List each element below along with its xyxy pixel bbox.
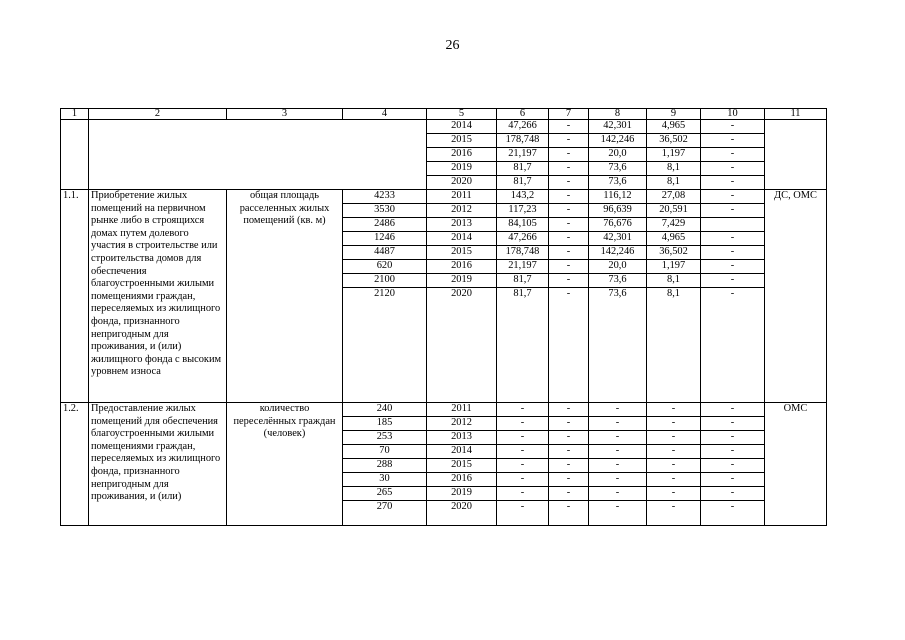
other-cell: - — [701, 260, 765, 274]
year-cell: 2014 — [427, 120, 497, 134]
table-row — [61, 403, 827, 417]
total-cell: - — [497, 417, 549, 431]
item-name: Приобретение жилых помещений на первичном рынке либо в строящихся домах путем долевого участия в строительстве или строительства домов для обеспечения благоустроенными жилыми помещениями граждан, переселяемых из жилищного фонда, признанного непригодным для проживания, и (или) жилищного фонда с высоким уровнем износа — [89, 190, 227, 403]
regional-cell: - — [589, 487, 647, 501]
regional-cell: 73,6 — [589, 288, 647, 403]
regional-cell: 142,246 — [589, 134, 647, 148]
header-cell: 4 — [343, 109, 427, 120]
indicator-value-cell: 2120 — [343, 288, 427, 403]
local-cell: 1,197 — [647, 260, 701, 274]
indicator-value-cell: 30 — [343, 473, 427, 487]
item-number: 1.1. — [61, 190, 89, 403]
header-cell: 6 — [497, 109, 549, 120]
other-cell: - — [701, 431, 765, 445]
indicator-value-cell: 70 — [343, 445, 427, 459]
header-cell: 10 — [701, 109, 765, 120]
regional-cell: 73,6 — [589, 274, 647, 288]
local-cell: 8,1 — [647, 274, 701, 288]
regional-cell: 142,246 — [589, 246, 647, 260]
continuation-source-cell — [765, 120, 827, 190]
total-cell: 81,7 — [497, 274, 549, 288]
total-cell: 47,266 — [497, 120, 549, 134]
total-cell: 21,197 — [497, 148, 549, 162]
year-cell: 2019 — [427, 487, 497, 501]
total-cell: 21,197 — [497, 260, 549, 274]
local-cell: 8,1 — [647, 176, 701, 190]
local-cell: 1,197 — [647, 148, 701, 162]
year-cell: 2013 — [427, 218, 497, 232]
table-row — [61, 120, 827, 134]
other-cell: - — [701, 501, 765, 526]
continuation-desc-cell — [89, 120, 427, 190]
regional-cell: 42,301 — [589, 232, 647, 246]
regional-cell: 116,12 — [589, 190, 647, 204]
year-cell: 2019 — [427, 274, 497, 288]
indicator-value-cell: 288 — [343, 459, 427, 473]
year-cell: 2015 — [427, 459, 497, 473]
other-cell: - — [701, 274, 765, 288]
other-cell: - — [701, 288, 765, 403]
year-cell: 2016 — [427, 260, 497, 274]
year-cell: 2011 — [427, 190, 497, 204]
federal-cell: - — [549, 445, 589, 459]
federal-cell: - — [549, 501, 589, 526]
federal-cell: - — [549, 260, 589, 274]
indicator-value-cell: 3530 — [343, 204, 427, 218]
federal-cell: - — [549, 162, 589, 176]
year-cell: 2011 — [427, 403, 497, 417]
other-cell: - — [701, 120, 765, 134]
local-cell: - — [647, 501, 701, 526]
year-cell: 2015 — [427, 134, 497, 148]
regional-cell: 42,301 — [589, 120, 647, 134]
total-cell: 81,7 — [497, 176, 549, 190]
local-cell: 20,591 — [647, 204, 701, 218]
year-cell: 2015 — [427, 246, 497, 260]
year-cell: 2014 — [427, 445, 497, 459]
year-cell: 2020 — [427, 501, 497, 526]
regional-cell: 76,676 — [589, 218, 647, 232]
other-cell: - — [701, 473, 765, 487]
header-cell: 5 — [427, 109, 497, 120]
indicator-value-cell: 240 — [343, 403, 427, 417]
other-cell: - — [701, 246, 765, 260]
other-cell: - — [701, 403, 765, 417]
other-cell — [701, 218, 765, 232]
regional-cell: 96,639 — [589, 204, 647, 218]
table-row — [61, 190, 827, 204]
other-cell: - — [701, 459, 765, 473]
federal-cell: - — [549, 288, 589, 403]
total-cell: - — [497, 501, 549, 526]
other-cell: - — [701, 148, 765, 162]
federal-cell: - — [549, 190, 589, 204]
total-cell: - — [497, 403, 549, 417]
federal-cell: - — [549, 417, 589, 431]
federal-cell: - — [549, 204, 589, 218]
source-cell: ОМС — [765, 403, 827, 526]
other-cell: - — [701, 445, 765, 459]
header-cell: 7 — [549, 109, 589, 120]
year-cell: 2012 — [427, 417, 497, 431]
local-cell: - — [647, 431, 701, 445]
header-cell: 2 — [89, 109, 227, 120]
indicator-value-cell: 620 — [343, 260, 427, 274]
indicator-value-cell: 4487 — [343, 246, 427, 260]
other-cell: - — [701, 190, 765, 204]
regional-cell: - — [589, 501, 647, 526]
indicator-value-cell: 265 — [343, 487, 427, 501]
program-table — [60, 108, 827, 526]
other-cell: - — [701, 487, 765, 501]
total-cell: 81,7 — [497, 162, 549, 176]
indicator-value-cell: 2100 — [343, 274, 427, 288]
page-number: 26 — [445, 38, 460, 53]
total-cell: 143,2 — [497, 190, 549, 204]
indicator-value-cell: 185 — [343, 417, 427, 431]
local-cell: - — [647, 417, 701, 431]
total-cell: 84,105 — [497, 218, 549, 232]
total-cell: - — [497, 487, 549, 501]
local-cell: - — [647, 445, 701, 459]
total-cell: 47,266 — [497, 232, 549, 246]
federal-cell: - — [549, 487, 589, 501]
year-cell: 2020 — [427, 176, 497, 190]
local-cell: 8,1 — [647, 288, 701, 403]
other-cell: - — [701, 204, 765, 218]
regional-cell: - — [589, 403, 647, 417]
federal-cell: - — [549, 431, 589, 445]
total-cell: - — [497, 459, 549, 473]
regional-cell: - — [589, 459, 647, 473]
other-cell: - — [701, 417, 765, 431]
federal-cell: - — [549, 134, 589, 148]
total-cell: - — [497, 431, 549, 445]
indicator-name: количество переселённых граждан (человек) — [227, 403, 343, 526]
federal-cell: - — [549, 148, 589, 162]
year-cell: 2019 — [427, 162, 497, 176]
regional-cell: - — [589, 473, 647, 487]
federal-cell: - — [549, 232, 589, 246]
year-cell: 2020 — [427, 288, 497, 403]
indicator-value-cell: 1246 — [343, 232, 427, 246]
item-name: Предоставление жилых помещений для обеспечения благоустроенными жилыми помещениями граждан, переселяемых из жилищного фонда, признанного непригодным для проживания, и (или) — [89, 403, 227, 526]
source-cell: ДС, ОМС — [765, 190, 827, 403]
header-cell: 3 — [227, 109, 343, 120]
year-cell: 2014 — [427, 232, 497, 246]
header-cell: 1 — [61, 109, 89, 120]
indicator-value-cell: 253 — [343, 431, 427, 445]
year-cell: 2016 — [427, 148, 497, 162]
total-cell: 117,23 — [497, 204, 549, 218]
federal-cell: - — [549, 120, 589, 134]
regional-cell: - — [589, 445, 647, 459]
local-cell: 27,08 — [647, 190, 701, 204]
local-cell: - — [647, 487, 701, 501]
local-cell: 36,502 — [647, 246, 701, 260]
regional-cell: 20,0 — [589, 148, 647, 162]
federal-cell: - — [549, 473, 589, 487]
other-cell: - — [701, 162, 765, 176]
local-cell: 7,429 — [647, 218, 701, 232]
year-cell: 2012 — [427, 204, 497, 218]
header-cell: 8 — [589, 109, 647, 120]
total-cell: - — [497, 473, 549, 487]
total-cell: 81,7 — [497, 288, 549, 403]
year-cell: 2013 — [427, 431, 497, 445]
regional-cell: 73,6 — [589, 176, 647, 190]
other-cell: - — [701, 176, 765, 190]
regional-cell: - — [589, 417, 647, 431]
header-cell: 11 — [765, 109, 827, 120]
federal-cell: - — [549, 459, 589, 473]
local-cell: 36,502 — [647, 134, 701, 148]
year-cell: 2016 — [427, 473, 497, 487]
federal-cell: - — [549, 246, 589, 260]
regional-cell: 20,0 — [589, 260, 647, 274]
header-row — [61, 109, 827, 120]
indicator-name: общая площадь расселенных жилых помещений (кв. м) — [227, 190, 343, 403]
local-cell: - — [647, 459, 701, 473]
continuation-num-cell — [61, 120, 89, 190]
indicator-value-cell: 4233 — [343, 190, 427, 204]
indicator-value-cell: 270 — [343, 501, 427, 526]
item-number: 1.2. — [61, 403, 89, 526]
federal-cell: - — [549, 176, 589, 190]
local-cell: - — [647, 403, 701, 417]
local-cell: 8,1 — [647, 162, 701, 176]
regional-cell: 73,6 — [589, 162, 647, 176]
federal-cell: - — [549, 274, 589, 288]
other-cell: - — [701, 232, 765, 246]
header-cell: 9 — [647, 109, 701, 120]
regional-cell: - — [589, 431, 647, 445]
indicator-value-cell: 2486 — [343, 218, 427, 232]
other-cell: - — [701, 134, 765, 148]
federal-cell: - — [549, 218, 589, 232]
local-cell: 4,965 — [647, 232, 701, 246]
total-cell: 178,748 — [497, 246, 549, 260]
local-cell: 4,965 — [647, 120, 701, 134]
local-cell: - — [647, 473, 701, 487]
total-cell: - — [497, 445, 549, 459]
federal-cell: - — [549, 403, 589, 417]
total-cell: 178,748 — [497, 134, 549, 148]
